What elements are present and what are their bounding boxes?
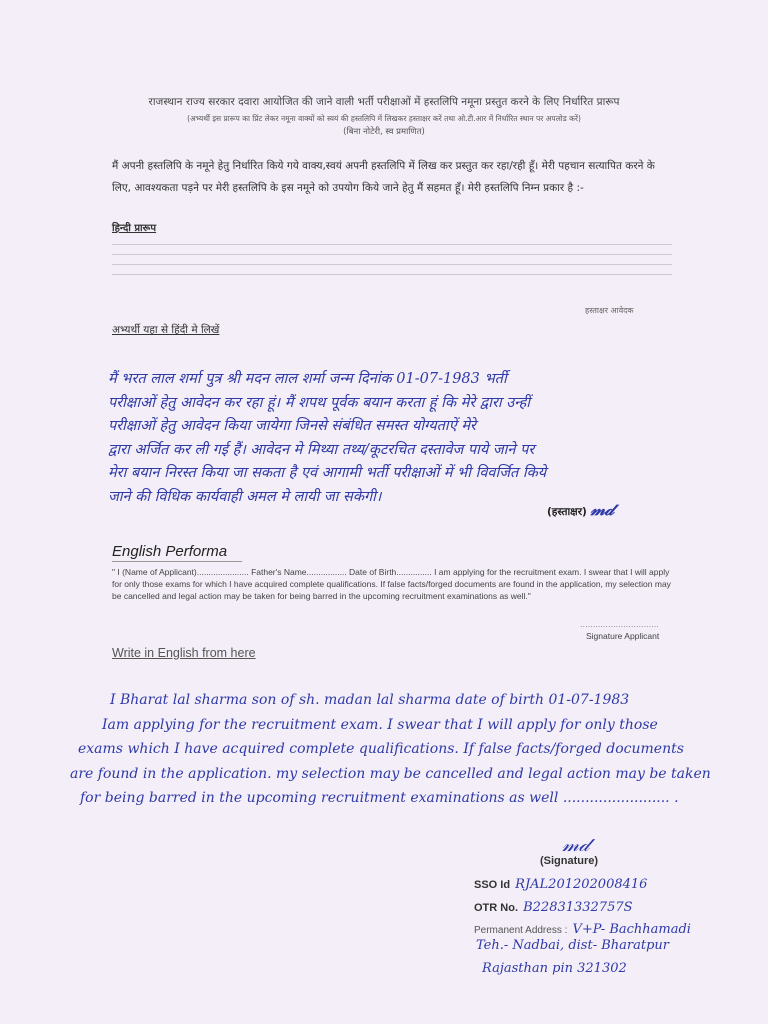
sso-id-value: RJAL201202008416 (515, 877, 648, 892)
heading-underline (112, 561, 242, 562)
english-handwriting-line: Iam applying for the recruitment exam. I swear that I will apply for only those (102, 716, 658, 733)
declaration-hindi: मैं अपनी हस्तलिपि के नमूने हेतु निर्धारित किये गये वाक्य,स्वयं अपनी हस्तलिपि में लिख कर प्रस्तुत कर रहा/रही हूँ। मेरी पहचान सत्यापित करने के लिए, आवश्यकता पड़ने पर मेरी हस्तलिपि के इस नमूने को उपयोग किये जाने हेतु मैं सहमत हूँ। मेरी हस्तलिपि निम्न प्रकार है :- (112, 160, 655, 194)
english-write-instruction: Write in English from here (112, 646, 256, 660)
hindi-format-heading: हिन्दी प्रारूप (112, 223, 157, 234)
hindi-signature-mark: 𝓂𝒹 (590, 500, 614, 520)
english-handwriting-line: exams which I have acquired complete qualifications. If false facts/forged documents (78, 741, 684, 757)
hindi-handwriting-line: परीक्षाओं हेतु आवेदन कर रहा हूं। मैं शपथ पूर्वक बयान करता हूं कि मेरे द्वारा उन्हीं (108, 394, 531, 411)
otr-no-row (474, 896, 633, 915)
signature-mark: 𝓂𝒹 (562, 832, 590, 856)
hindi-handwriting-line: परीक्षाओं हेतु आवेदन किया जायेगा जिनसे संबंधित समस्त योग्यताऐं मेरे (108, 418, 476, 434)
hindi-signature-label: हस्ताक्षर आवेदक (585, 306, 634, 315)
hindi-signature (547, 500, 613, 520)
english-handwriting-line: for being barred in the upcoming recruitment examinations as well ........................ . (80, 790, 679, 806)
english-performa-text: " I (Name of Applicant)...................... Father's Name................. Date of Birth............... I am applying for the recruitment exam. I swear that I will apply for only those exams for which I have acquired complete qualifications. If false facts/forged documents are found in the application, my selection may be cancelled and legal action may be taken for being barred in the upcoming recruitment examinations as well." (112, 567, 671, 601)
hindi-handwriting-line: द्वारा अर्जित कर ली गई हैं। आवेदन मे मिथ्या तथ्य/कूटरचित दस्तावेज पाये जाने पर (108, 441, 535, 458)
form-title-hindi: राजस्थान राज्य सरकार दवारा आयोजित की जाने वाली भर्ती परीक्षाओं में हस्तलिपि नमूना प्रस्तुत करने के लिए निर्धारित प्रारूप (148, 96, 620, 108)
form-note-hindi: (बिना नोटेरी, स्व प्रमाणित) (343, 127, 425, 137)
english-signature-label: Signature Applicant (586, 631, 660, 641)
address-label: Permanent Address : (474, 925, 568, 936)
sso-id-row (474, 873, 647, 892)
english-handwriting-block (70, 688, 750, 811)
address-line: Rajasthan pin 321302 (482, 961, 627, 976)
permanent-address-row (474, 918, 691, 937)
english-handwriting-line: I Bharat lal sharma son of sh. madan lal sharma date of birth 01-07-1983 (110, 692, 630, 708)
address-line: Teh.- Nadbai, dist- Bharatpur (476, 938, 670, 953)
hindi-handwriting-block (108, 368, 698, 509)
sso-id-label: SSO Id (474, 879, 511, 891)
signature-dotted-line: ............................... (580, 620, 659, 629)
signature-label: (Signature) (540, 855, 599, 867)
address-line: V+P- Bachhamadi (572, 922, 691, 937)
english-performa-heading: English Performa (112, 543, 228, 560)
hindi-write-instruction: अभ्यर्थी यहा से हिंदी मे लिखें (112, 324, 220, 336)
hindi-handwriting-line: मैं भरत लाल शर्मा पुत्र श्री मदन लाल शर्मा जन्म दिनांक 01-07-1983 भर्ती (108, 371, 507, 387)
form-subtitle-hindi: (अभ्यर्थी इस प्रारूप का प्रिंट लेकर नमूना वाक्यों को स्वयं की हस्तलिपि में लिखकर हस्ताक्षर करें तथा ओ.टी.आर में निर्धारित स्थान पर अपलोड करें) (187, 114, 581, 123)
otr-no-label: OTR No. (474, 902, 518, 914)
hindi-handwriting-line: मेरा बयान निरस्त किया जा सकता है एवं आगामी भर्ती परीक्षाओं में भी विवर्जित किये (108, 465, 547, 481)
faint-printed-text-block (112, 238, 672, 284)
otr-no-value: B22831332757S (523, 900, 633, 915)
hindi-signature-label-printed: (हस्ताक्षर) (547, 506, 587, 518)
hindi-handwriting-line: जाने की विधिक कार्यवाही अमल मे लायी जा सकेगी। (108, 488, 382, 505)
english-handwriting-line: are found in the application. my selection may be cancelled and legal action may be taken (70, 765, 711, 782)
